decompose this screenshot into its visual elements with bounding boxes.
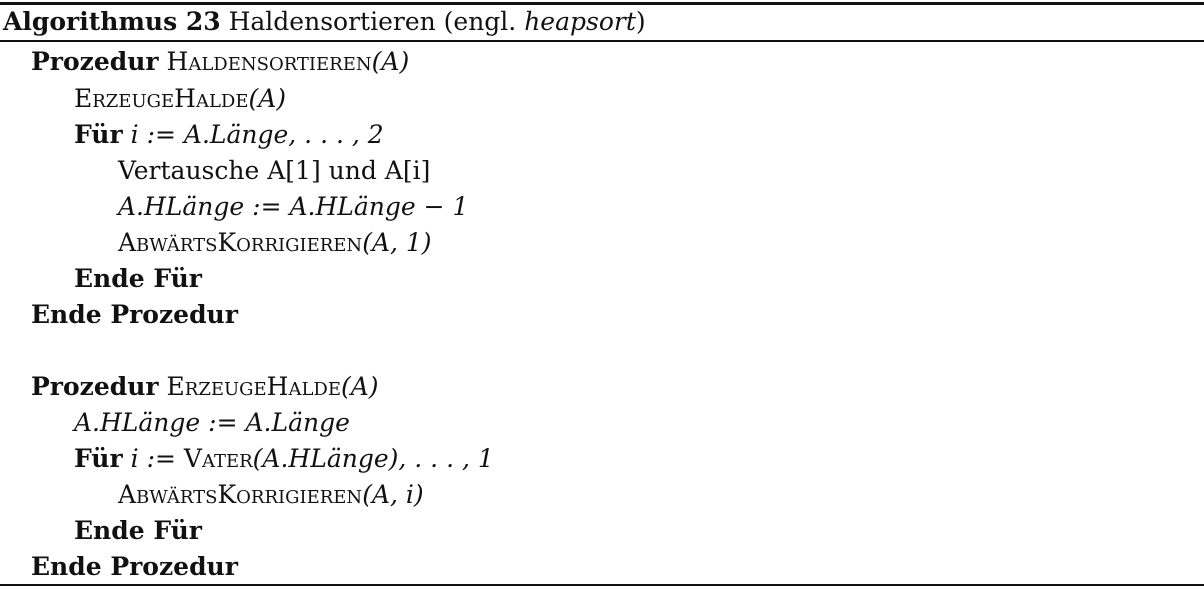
call-line (74, 81, 286, 117)
assignment: A.HLänge := A.HLänge − 1 (118, 192, 469, 221)
keyword: Für (74, 444, 123, 473)
statement-line (74, 405, 350, 441)
end-procedure (31, 297, 238, 333)
procedure-header (31, 369, 379, 405)
arguments: (A) (371, 47, 410, 76)
algorithm-title: Haldensortieren (engl. (228, 7, 525, 36)
algorithm-label: Algorithmus 23 (3, 7, 221, 36)
end-procedure (31, 549, 238, 585)
loop-expression-end: (A.HLänge), . . . , 1 (252, 444, 494, 473)
end-for (74, 261, 202, 297)
arguments: (A) (248, 84, 287, 113)
keyword: Prozedur (31, 47, 159, 76)
algorithm-title-close: ) (635, 7, 646, 36)
keyword: Ende Für (74, 264, 202, 293)
call-line (118, 225, 432, 261)
caption-rule (0, 40, 1204, 42)
keyword: Für (74, 120, 123, 149)
procedure-call: AbwärtsKorrigieren (118, 228, 363, 257)
procedure-call: AbwärtsKorrigieren (118, 480, 363, 509)
procedure-header (31, 44, 409, 80)
for-header (74, 441, 494, 477)
loop-expression: i := A.Länge, . . . , 2 (130, 120, 384, 149)
arguments: (A) (341, 372, 379, 401)
statement-line (118, 153, 430, 189)
loop-expression-start: i := (130, 444, 184, 473)
keyword: Ende Prozedur (31, 300, 238, 329)
keyword: Prozedur (31, 372, 159, 401)
for-header (74, 117, 384, 153)
call-line (118, 477, 424, 513)
arguments: (A, 1) (362, 228, 432, 257)
algorithm-title-italic: heapsort (524, 7, 636, 36)
bottom-rule (0, 584, 1204, 586)
algorithm-caption (3, 5, 646, 39)
function-call: Vater (183, 444, 253, 473)
procedure-name: ErzeugeHalde (166, 372, 341, 401)
end-for (74, 513, 202, 549)
assignment: A.HLänge := A.Länge (74, 408, 350, 437)
statement-line (118, 189, 468, 225)
keyword: Ende Prozedur (31, 552, 238, 581)
procedure-call: ErzeugeHalde (74, 84, 249, 113)
statement: Vertausche A[1] und A[i] (118, 156, 431, 185)
procedure-name: Haldensortieren (166, 47, 372, 76)
arguments: (A, i) (362, 480, 424, 509)
keyword: Ende Für (74, 516, 202, 545)
